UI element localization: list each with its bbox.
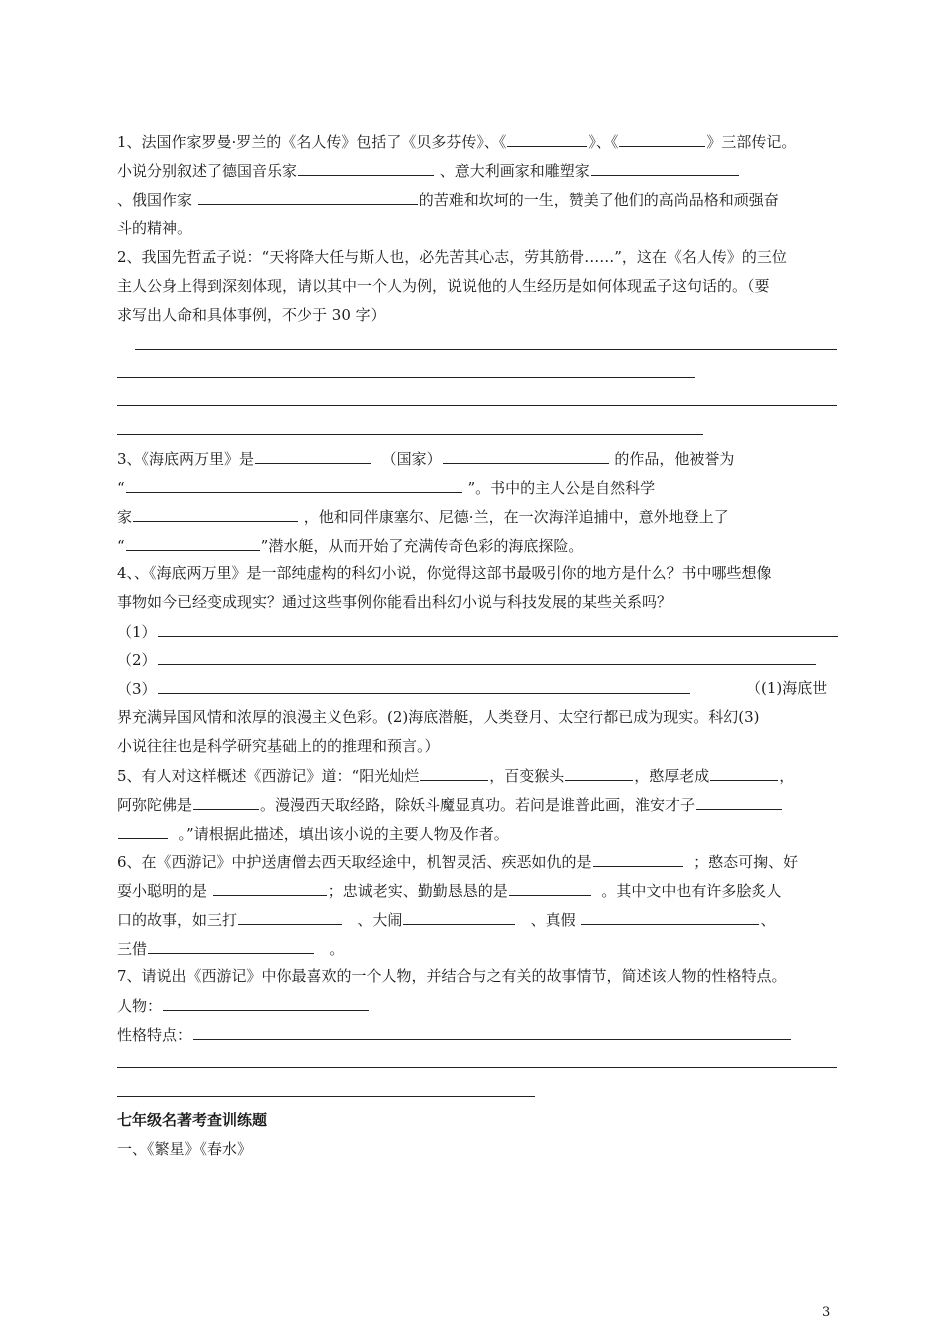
q6-line2: 耍小聪明的是 ；忠诚老实、勤勤恳恳的是 。其中文中也有许多脍炙人: [117, 882, 782, 900]
q6-line4: 三借 。: [117, 940, 345, 958]
q2-line3: 求写出人命和具体事例，不少于 30 字）: [117, 306, 386, 324]
q5-line2: 阿弥陀佛是 。漫漫西天取经路，除妖斗魔显真功。若问是谁普此画，淮安才子: [117, 794, 783, 815]
q4-line1: 4、、《海底两万里》是一部纯虚构的科幻小说，你觉得这部书最吸引你的地方是什么？书中哪些想像: [117, 564, 772, 582]
trait-input[interactable]: [193, 1024, 791, 1040]
blank[interactable]: [126, 535, 260, 551]
blank[interactable]: [238, 909, 342, 925]
section-title: 七年级名著考查训练题: [117, 1111, 268, 1129]
q7-line1: 7、请说出《西游记》中你最喜欢的一个人物，并结合与之有关的故事情节，简述该人物的性格特点。: [117, 967, 787, 985]
q6-line1: 6、在《西游记》中护送唐僧去西天取经途中，机智灵活、疾恶如仇的是 ；憨态可掬、好: [117, 853, 799, 871]
q4-item2: （2）: [117, 649, 817, 670]
q1-line3: 、俄国作家 的苦难和坎坷的一生，赞美了他们的高尚品格和顽强奋: [117, 191, 779, 209]
q4-item3: （3）: [117, 678, 691, 699]
blank[interactable]: [158, 621, 838, 637]
blank[interactable]: [420, 765, 488, 781]
q7-trait: 性格特点：: [117, 1024, 792, 1045]
q2-line2: 主人公身上得到深刻体现，请以其中一个人为例，说说他的人生经历是如何体现孟子这句话的。（要: [117, 277, 770, 295]
q1-line4: 斗的精神。: [117, 219, 193, 237]
blank[interactable]: [298, 160, 434, 176]
blank[interactable]: [198, 189, 418, 205]
q4-answer1: （(1)海底世: [746, 679, 828, 697]
q5-line3: 。”请根据此描述，填出该小说的主要人物及作者。: [117, 823, 509, 844]
blank[interactable]: [118, 823, 168, 839]
blank[interactable]: [565, 765, 633, 781]
blank[interactable]: [443, 448, 609, 464]
q3-line1: 3、《海底两万里》是 （国家） 的作品，他被誉为: [117, 450, 735, 468]
q1-line1: 1、法国作家罗曼·罗兰的《名人传》包括了《贝多芬传》、《 》、《 》三部传记。: [117, 133, 797, 151]
q5-line1: 5、有人对这样概述《西游记》道：“阳光灿烂 ，百变猴头 ，憨厚老成 ，: [117, 767, 795, 785]
answer-line[interactable]: [117, 405, 837, 406]
person-input[interactable]: [163, 995, 369, 1011]
q4-line2: 事物如今已经变成现实？通过这些事例你能看出科幻小说与科技发展的某些关系吗？: [117, 593, 673, 611]
q3-line3: 家 ，他和同伴康塞尔、尼德·兰，在一次海洋追捕中，意外地登上了: [117, 508, 729, 526]
q2-line1: 2、我国先哲孟子说：“天将降大任与斯人也，必先苦其心志，劳其筋骨……”，这在《名人传》的三位: [117, 248, 787, 266]
q3-line2: “ ”。书中的主人公是自然科学: [117, 479, 656, 497]
blank[interactable]: [133, 506, 298, 522]
blank[interactable]: [126, 477, 462, 493]
blank[interactable]: [509, 880, 591, 896]
blank[interactable]: [507, 131, 587, 147]
answer-line[interactable]: [135, 349, 837, 350]
answer-line[interactable]: [117, 1067, 837, 1068]
q6-line3: 口的故事，如三打 、大闹 、真假 、: [117, 911, 776, 929]
blank[interactable]: [593, 851, 683, 867]
blank[interactable]: [255, 448, 371, 464]
q3-line4: “ ”潜水艇，从而开始了充满传奇色彩的海底探险。: [117, 537, 584, 555]
blank[interactable]: [696, 794, 782, 810]
blank[interactable]: [158, 649, 816, 665]
q7-person: 人物：: [117, 995, 370, 1016]
blank[interactable]: [619, 131, 705, 147]
blank[interactable]: [148, 938, 314, 954]
blank[interactable]: [581, 909, 759, 925]
q4-item1: （1）: [117, 621, 839, 642]
answer-line[interactable]: [117, 1096, 535, 1097]
blank[interactable]: [213, 880, 327, 896]
blank[interactable]: [591, 160, 739, 176]
section-subtitle: 一、《繁星》《春水》: [117, 1140, 253, 1158]
q1-line2: 小说分别叙述了德国音乐家 、意大利画家和雕塑家: [117, 160, 740, 181]
answer-line[interactable]: [117, 377, 695, 378]
blank[interactable]: [158, 678, 690, 694]
page-number: 3: [822, 1305, 831, 1320]
blank[interactable]: [193, 794, 259, 810]
blank[interactable]: [710, 765, 778, 781]
blank[interactable]: [403, 909, 515, 925]
q4-answer3: 小说往往也是科学研究基础上的的推理和预言。）: [117, 737, 440, 755]
q4-answer2: 界充满异国风情和浓厚的浪漫主义色彩。(2)海底潜艇，人类登月、太空行都已成为现实。科幻(3): [117, 708, 760, 726]
answer-line[interactable]: [117, 434, 703, 435]
